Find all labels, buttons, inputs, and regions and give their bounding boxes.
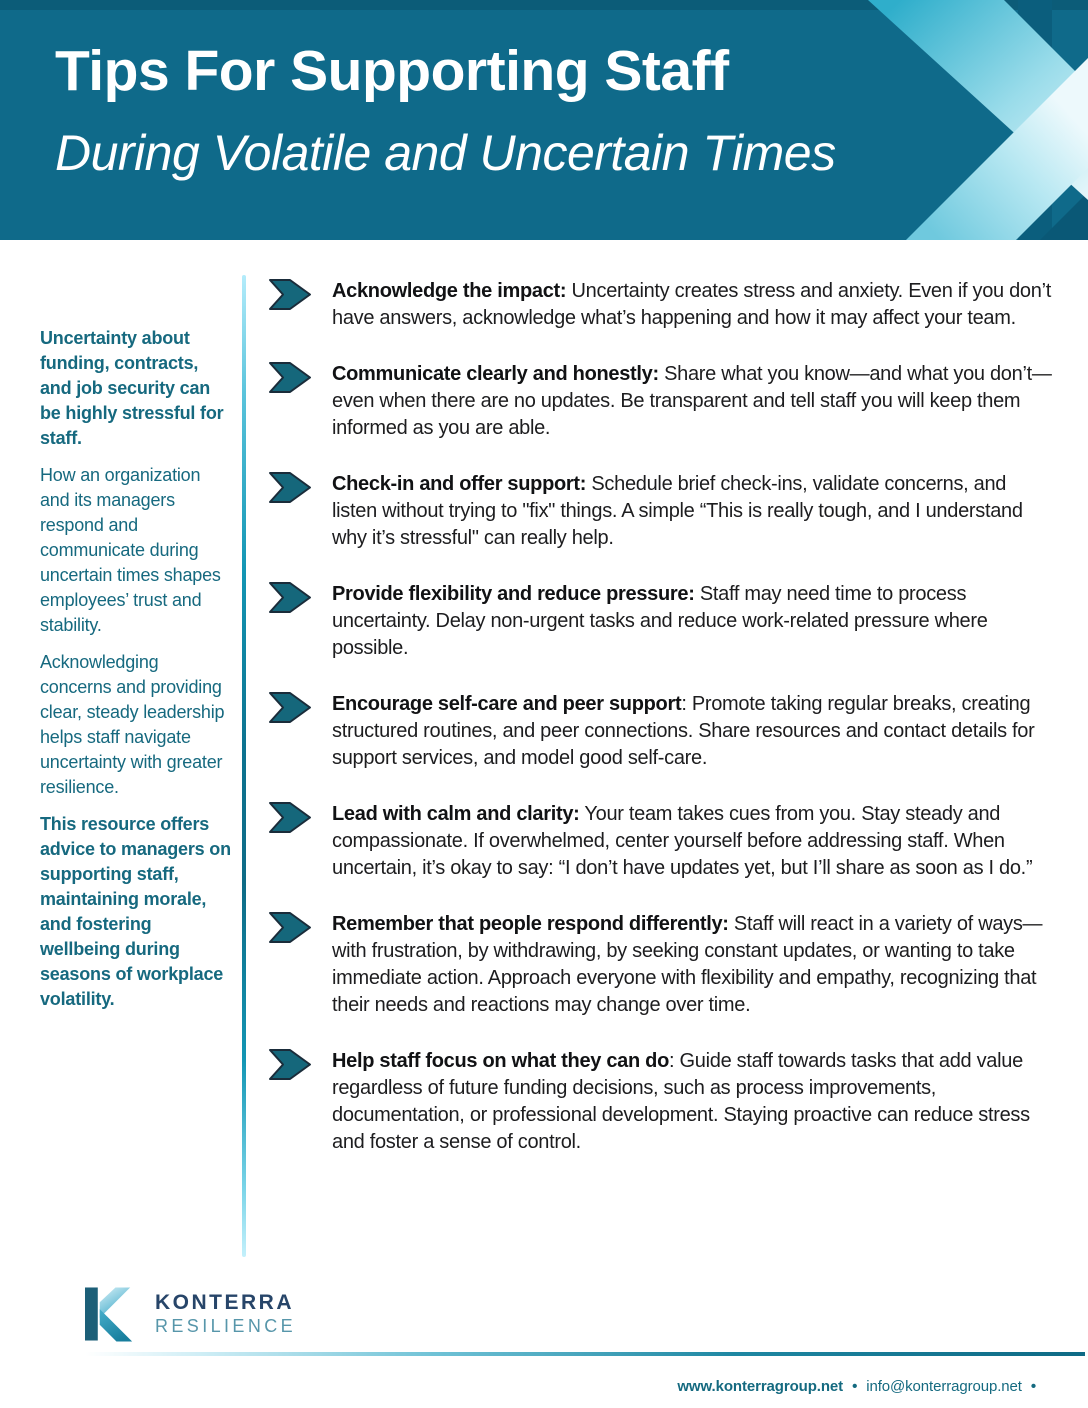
tip-heading: Provide flexibility and reduce pressure: — [332, 583, 695, 605]
tip-heading: Communicate clearly and honestly: — [332, 363, 659, 385]
page-title: Tips For Supporting Staff — [55, 39, 729, 103]
tip-heading: Help staff focus on what they can do — [332, 1050, 670, 1072]
header-banner — [0, 0, 1088, 240]
intro-paragraph-4: This resource offers advice to managers on supporting staff, maintaining morale, and fostering wellbeing during seasons of workplace volatility. — [40, 814, 231, 1009]
tip-body: : Guide staff towards tasks that add value regardless of future funding decisions, such as process improvements, documentation, or professional development. Staying proactive can reduce stress and foster a sense of control. — [332, 1050, 1030, 1153]
chevron-bullet-icon — [268, 278, 312, 311]
logo-brand-name: KONTERRA — [155, 1291, 294, 1315]
chevron-bullet-icon — [268, 581, 312, 614]
konterra-logo — [85, 1285, 296, 1343]
tip-body: Uncertainty creates stress and anxiety. Even if you don’t have answers, acknowledge what’s happening and how it may affect your team. — [332, 280, 1051, 329]
tip-text — [332, 801, 1054, 882]
tip-text — [332, 911, 1054, 1019]
tip-heading: Check-in and offer support: — [332, 473, 587, 495]
tip-text — [332, 691, 1054, 772]
footer-email-link[interactable]: info@konterragroup.net — [866, 1378, 1022, 1395]
tip-item-6 — [268, 801, 1054, 882]
tip-body: : Promote taking regular breaks, creating structured routines, and peer connections. Share resources and contact details for support services, and model good self-care. — [332, 693, 1035, 769]
tip-item-8 — [268, 1048, 1054, 1156]
tip-item-1 — [268, 278, 1054, 332]
konterra-logo-icon — [85, 1285, 140, 1343]
tip-heading: Encourage self-care and peer support — [332, 693, 682, 715]
logo-tagline: RESILIENCE — [155, 1316, 297, 1337]
tip-item-7 — [268, 911, 1054, 1019]
tip-heading: Acknowledge the impact: — [332, 280, 567, 302]
tip-item-5 — [268, 691, 1054, 772]
footer-bullet-end: • — [1030, 1378, 1036, 1395]
tip-body: Staff will react in a variety of ways—with frustration, by withdrawing, by seeking constant updates, or wanting to take immediate action. Approach everyone with flexibility and empathy, recognizing that their needs and reactions may change over time. — [332, 913, 1043, 1016]
footer-website-link[interactable]: www.konterragroup.net — [677, 1378, 844, 1395]
tip-text — [332, 581, 1054, 662]
footer-bullet-separator: • — [852, 1378, 858, 1395]
chevron-bullet-icon — [268, 471, 312, 504]
tip-text — [332, 471, 1054, 552]
chevron-bullet-icon — [268, 1048, 312, 1081]
tip-body: Staff may need time to process uncertainty. Delay non-urgent tasks and reduce work-related pressure where possible. — [332, 583, 988, 659]
chevron-bullet-icon — [268, 691, 312, 724]
tip-item-3 — [268, 471, 1054, 552]
tip-item-2 — [268, 361, 1054, 442]
tip-body: Share what you know—and what you don’t—even when there are no updates. Be transparent and tell staff you will keep them informed as you are able. — [332, 363, 1052, 439]
tip-heading: Remember that people respond differently: — [332, 913, 729, 935]
chevron-bullet-icon — [268, 361, 312, 394]
intro-paragraph-2: How an organization and its managers respond and communicate during uncertain times shapes employees’ trust and stability. — [40, 465, 221, 635]
vertical-divider — [242, 275, 246, 1257]
tip-body: Your team takes cues from you. Stay steady and compassionate. If overwhelmed, center yourself before addressing staff. When uncertain, it’s okay to say: “I don’t have updates yet, but I’ll share as soon as I do.” — [332, 803, 1033, 879]
chevron-bullet-icon — [268, 801, 312, 834]
intro-paragraph-1: Uncertainty about funding, contracts, and job security can be highly stressful for staff. — [40, 328, 224, 448]
tips-list — [268, 278, 1054, 1185]
intro-paragraph-3: Acknowledging concerns and providing clear, steady leadership helps staff navigate uncertainty with greater resilience. — [40, 652, 225, 797]
ribbon-chevron-graphic — [0, 0, 1088, 240]
tip-item-4 — [268, 581, 1054, 662]
tip-heading: Lead with calm and clarity: — [332, 803, 580, 825]
tip-text — [332, 361, 1054, 442]
tip-text — [332, 1048, 1054, 1156]
logo-text — [155, 1291, 296, 1337]
tip-body: Schedule brief check-ins, validate concerns, and listen without trying to "fix" things. A simple “This is really tough, and I understand why it’s stressful" can really help. — [332, 473, 1023, 549]
page-subtitle: During Volatile and Uncertain Times — [55, 125, 836, 181]
tip-text — [332, 278, 1054, 332]
intro-sidebar — [40, 326, 232, 1024]
chevron-bullet-icon — [268, 911, 312, 944]
footer-gradient-rule — [85, 1352, 1085, 1356]
footer — [677, 1378, 1045, 1395]
